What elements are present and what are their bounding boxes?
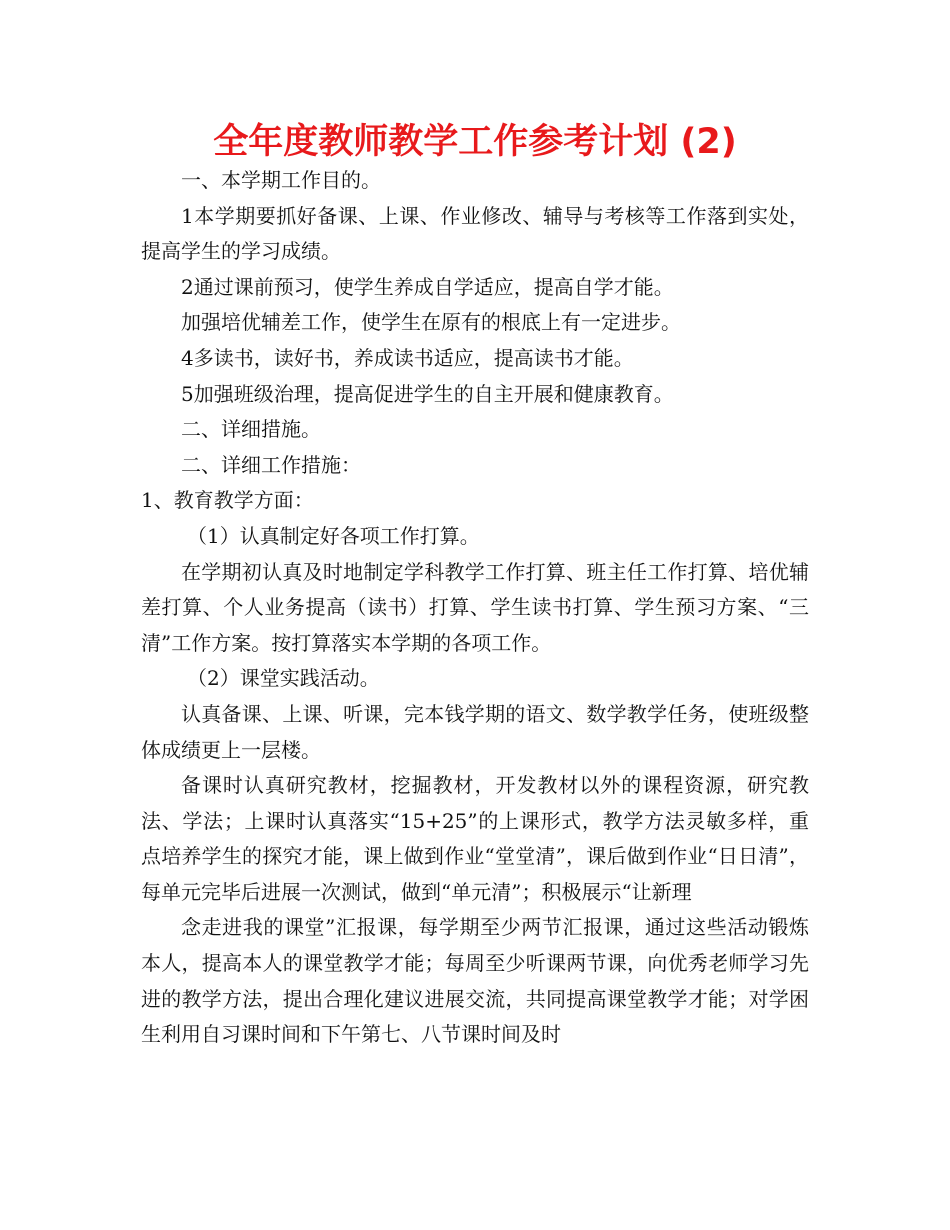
- paragraph-goal-2: 2通过课前预习，使学生养成自学适应，提高自学才能。: [181, 274, 674, 299]
- document-title: 全年度教师教学工作参考计划 (2): [213, 122, 737, 162]
- document-body: [141, 163, 809, 1053]
- paragraph-goal-heading: 一、本学期工作目的。: [181, 168, 381, 192]
- paragraph-goal-1: 1本学期要抓好备课、上课、作业修改、辅导与考核等工作落到实处，提高学生的学习成绩。: [141, 203, 809, 264]
- paragraph-subheading-2: （2）课堂实践活动。: [187, 666, 380, 691]
- paragraph-goal-3: 加强培优辅差工作，使学生在原有的根底上有一定进步。: [181, 310, 681, 335]
- paragraph-teaching-heading: 1、教育教学方面：: [141, 488, 314, 513]
- paragraph-plans: 在学期初认真及时地制定学科教学工作打算、班主任工作打算、培优辅差打算、个人业务提高（读书）打算、学生读书打算、学生预习方案、“三清”工作方案。按打算落实本学期的各项工作。: [141, 559, 809, 655]
- paragraph-goal-4: 4多读书，读好书，养成读书适应，提高读书才能。: [181, 345, 634, 370]
- paragraph-goal-5: 5加强班级治理，提高促进学生的自主开展和健康教育。: [181, 381, 674, 406]
- paragraph-lessons: 认真备课、上课、听课，完本钱学期的语文、数学教学任务，使班级整体成绩更上一层楼。: [141, 701, 809, 762]
- paragraph-report-lessons: 念走进我的课堂”汇报课，每学期至少两节汇报课，通过这些活动锻炼本人，提高本人的课堂教学才能；每周至少听课两节课，向优秀老师学习先进的教学方法，提出合理化建议进展交流，共同提高课堂教学才能；对学困生利用自习课时间和下午第七、八节课时间及时: [141, 915, 809, 1047]
- paragraph-lesson-prep: 备课时认真研究教材，挖掘教材，开发教材以外的课程资源，研究教法、学法；上课时认真落实“15+25”的上课形式，教学方法灵敏多样，重点培养学生的探究才能，课上做到作业“堂堂清”，课后做到作业“日日清”，每单元完毕后进展一次测试，做到“单元清”；积极展示“让新理: [141, 773, 809, 904]
- paragraph-subheading-1: （1）认真制定好各项工作打算。: [187, 523, 480, 548]
- paragraph-measures-heading: 二、详细措施。: [181, 417, 321, 442]
- paragraph-work-measures-heading: 二、详细工作措施：: [181, 452, 361, 477]
